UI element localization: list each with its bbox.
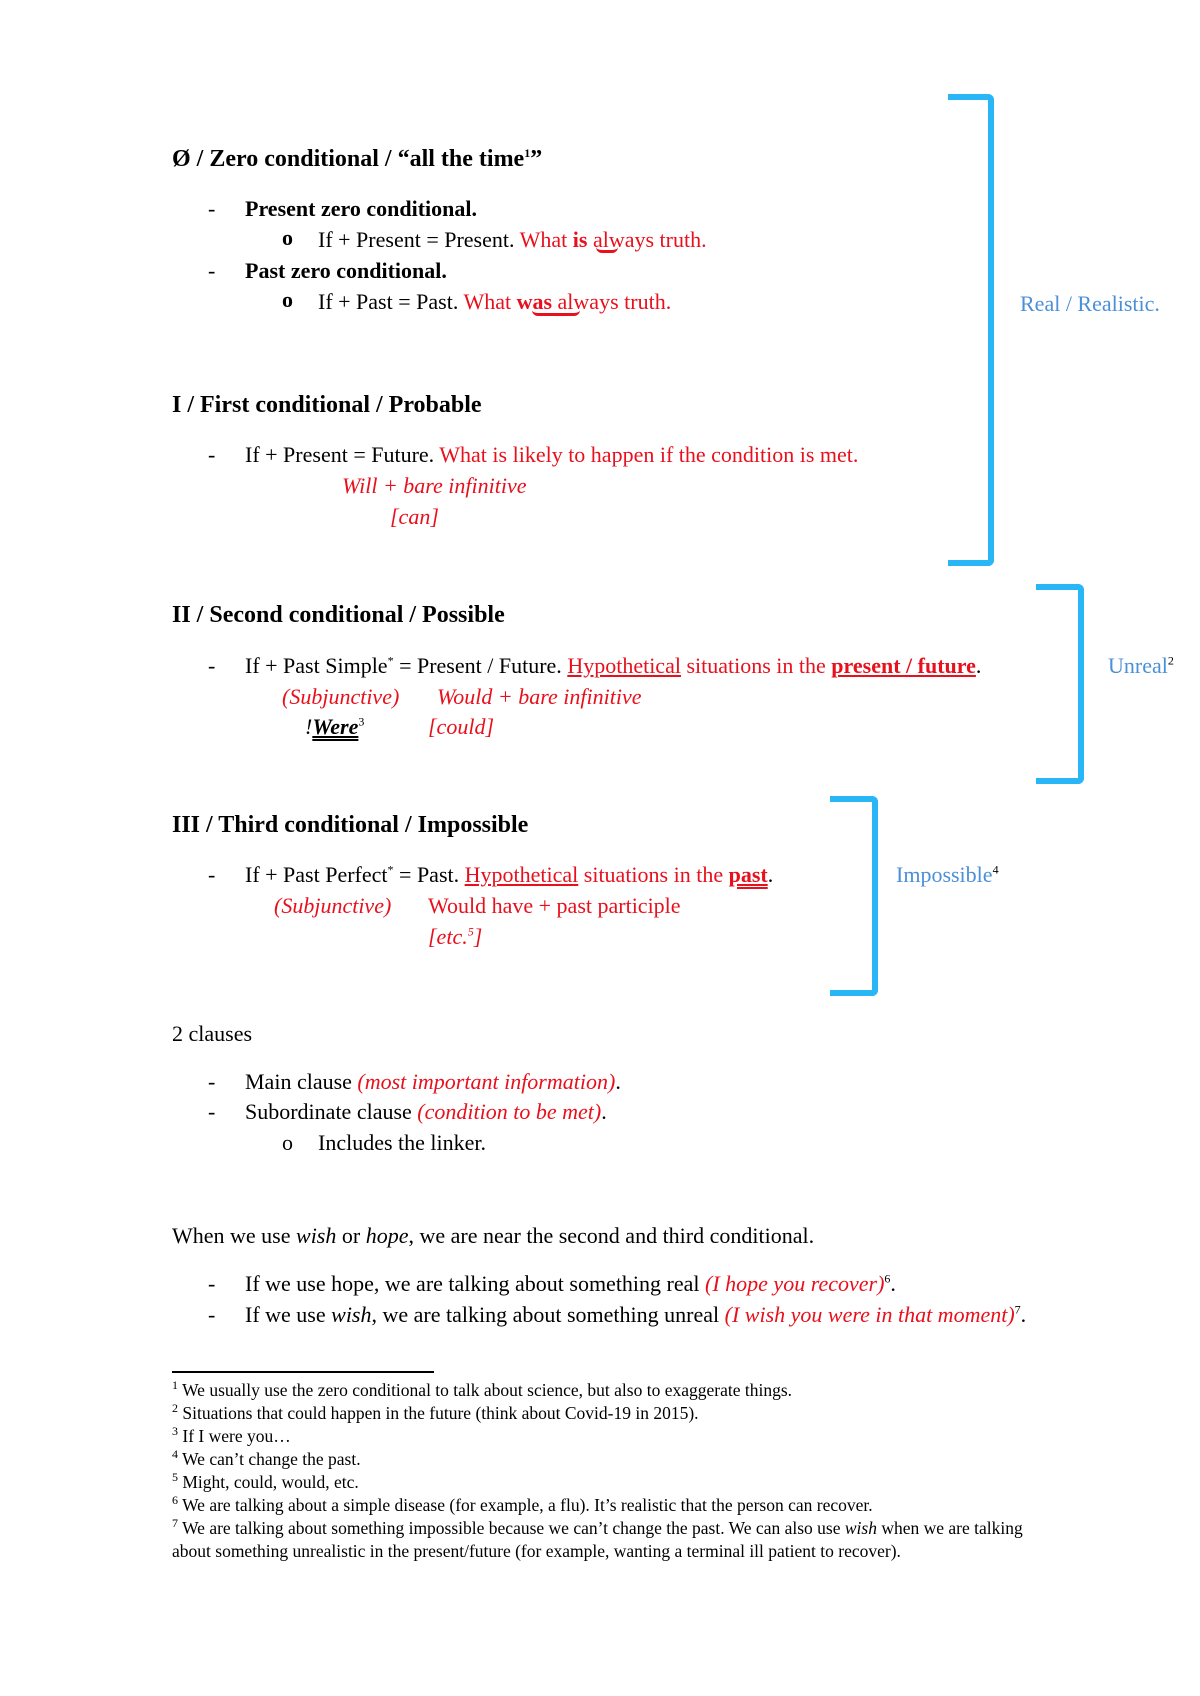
intro-or: or xyxy=(341,1223,361,1248)
were-emphasis: Were xyxy=(312,714,359,739)
rule-note: always truth. xyxy=(592,227,707,252)
period: . xyxy=(1020,1302,1027,1327)
zero-present-rule xyxy=(318,227,707,253)
rule-note: What is likely to happen if the condition is met. xyxy=(439,442,859,467)
asterisk-mark: * xyxy=(387,862,394,877)
dash-bullet: - xyxy=(208,1302,216,1327)
rule-text: If + Past Perfect xyxy=(245,862,388,887)
subordinate-clause-item xyxy=(245,1099,607,1125)
dash-bullet: - xyxy=(208,1069,216,1094)
period: . xyxy=(601,1099,607,1124)
second-note-subjunctive: (Subjunctive) xyxy=(282,684,400,709)
footnote-wish: wish xyxy=(844,1518,877,1538)
dash-bullet: - xyxy=(208,442,216,467)
footnote-6 xyxy=(172,1495,873,1516)
period: . xyxy=(767,862,774,887)
footnote-ref: 6 xyxy=(884,1271,891,1286)
intro-hope: hope xyxy=(365,1223,409,1248)
first-rule xyxy=(245,442,858,468)
clause-label: Subordinate clause xyxy=(245,1099,412,1124)
dash-bullet: - xyxy=(208,196,216,221)
label-text: Unreal xyxy=(1108,653,1168,678)
item-wish: wish xyxy=(331,1302,372,1327)
footnote-ref: 5 xyxy=(467,924,474,939)
footnote-text: We can’t change the past. xyxy=(182,1449,361,1469)
circle-bullet-icon: o xyxy=(282,287,293,312)
hollow-bullet-icon: o xyxy=(282,1130,293,1155)
rule-note-underlined: Hypothetical xyxy=(464,862,579,887)
footnote-7 xyxy=(172,1518,1023,1539)
heading-zero-conditional xyxy=(172,146,542,173)
etc-close: ] xyxy=(473,924,483,949)
footnote-text: Might, could, would, etc. xyxy=(182,1472,359,1492)
etc-text: [etc. xyxy=(428,924,468,949)
first-note-can: [can] xyxy=(390,504,439,529)
footnote-text: when we are talking xyxy=(881,1518,1023,1538)
dash-bullet: - xyxy=(208,653,216,678)
heading-text: Ø / Zero conditional / “all the time xyxy=(172,146,525,172)
footnote-text: Situations that could happen in the future (think about Covid-19 in 2015). xyxy=(182,1403,699,1423)
second-note-were xyxy=(305,714,364,740)
footnote-number: 6 xyxy=(172,1493,178,1508)
clauses-title: 2 clauses xyxy=(172,1021,253,1046)
rule-note: always truth. xyxy=(557,289,672,314)
footnote-2 xyxy=(172,1403,699,1424)
bracket-real xyxy=(948,94,994,566)
example-text: (I wish you were in that moment) xyxy=(724,1302,1015,1327)
label-impossible xyxy=(896,862,999,888)
footnote-7-line2: about something unrealistic in the present/future (for example, wanting a terminal ill patient to recover). xyxy=(172,1541,901,1561)
footnote-number: 4 xyxy=(172,1447,178,1462)
bracket-unreal xyxy=(1036,584,1084,784)
period: . xyxy=(975,653,982,678)
zero-past-rule xyxy=(318,289,671,315)
footnote-5 xyxy=(172,1472,359,1493)
third-note-would-have: Would have + past participle xyxy=(428,893,681,918)
period: . xyxy=(890,1271,896,1296)
footnote-number: 2 xyxy=(172,1401,178,1416)
squiggle-mark xyxy=(596,246,618,253)
first-note-will: Will + bare infinitive xyxy=(342,473,527,498)
clause-note: (most important information) xyxy=(357,1069,616,1094)
third-note-etc xyxy=(428,924,482,950)
rule-text: = Past. xyxy=(399,862,460,887)
intro-wish: wish xyxy=(296,1223,337,1248)
rule-note: What xyxy=(463,289,512,314)
footnote-text: We are talking about a simple disease (for example, a flu). It’s realistic that the person can recover. xyxy=(182,1495,873,1515)
second-rule xyxy=(245,653,981,679)
clause-label: Main clause xyxy=(245,1069,352,1094)
footnote-number: 3 xyxy=(172,1424,178,1439)
label-unreal xyxy=(1108,653,1174,679)
label-real: Real / Realistic. xyxy=(1020,291,1160,316)
footnote-text: If I were you… xyxy=(182,1426,291,1446)
rule-text: If + Present = Present. xyxy=(318,227,515,252)
rule-note: situations in the xyxy=(583,862,724,887)
squiggle-mark xyxy=(532,309,580,316)
zero-item-present: Present zero conditional. xyxy=(245,196,477,221)
heading-first-conditional: I / First conditional / Probable xyxy=(172,392,482,418)
footnote-4 xyxy=(172,1449,361,1470)
heading-second-conditional: II / Second conditional / Possible xyxy=(172,602,505,628)
second-note-would: Would + bare infinitive xyxy=(437,684,642,709)
footnote-text: We usually use the zero conditional to talk about science, but also to exaggerate things. xyxy=(182,1380,792,1400)
footnote-number: 7 xyxy=(172,1516,178,1531)
rule-note-emphasis: present / future xyxy=(831,653,976,678)
zero-item-past: Past zero conditional. xyxy=(245,258,447,283)
wish-item xyxy=(245,1302,1026,1328)
dash-bullet: - xyxy=(208,862,216,887)
third-note-subjunctive: (Subjunctive) xyxy=(274,893,392,918)
item-text: If we use xyxy=(245,1302,326,1327)
hope-item xyxy=(245,1271,896,1297)
footnote-text: We are talking about something impossible because we can’t change the past. We can also use xyxy=(182,1518,841,1538)
item-text: , we are talking about something unreal xyxy=(371,1302,720,1327)
rule-note-emphasis: past xyxy=(728,862,768,887)
footnote-separator xyxy=(172,1371,434,1373)
period: . xyxy=(615,1069,621,1094)
main-clause-item xyxy=(245,1069,621,1095)
rule-note: What xyxy=(519,227,568,252)
second-note-could: [could] xyxy=(428,714,494,739)
footnote-number: 1 xyxy=(172,1378,178,1393)
rule-note: situations in the xyxy=(686,653,826,678)
intro-text: , we are near the second and third conditional. xyxy=(408,1223,815,1248)
linker-note: Includes the linker. xyxy=(318,1130,487,1155)
rule-text: If + Past Simple xyxy=(245,653,388,678)
wish-hope-intro xyxy=(172,1223,814,1249)
dash-bullet: - xyxy=(208,1099,216,1124)
heading-close-quote: ” xyxy=(530,146,543,172)
third-rule xyxy=(245,862,773,888)
footnote-1 xyxy=(172,1380,792,1401)
footnote-3 xyxy=(172,1426,291,1447)
heading-third-conditional: III / Third conditional / Impossible xyxy=(172,812,529,838)
exclamation-mark: ! xyxy=(305,714,313,739)
bracket-impossible xyxy=(830,796,878,996)
circle-bullet-icon: o xyxy=(282,225,293,250)
footnote-ref: 2 xyxy=(1167,653,1174,668)
footnote-ref: 3 xyxy=(358,714,365,729)
dash-bullet: - xyxy=(208,1271,216,1296)
rule-text: If + Present = Future. xyxy=(245,442,435,467)
dash-bullet: - xyxy=(208,258,216,283)
rule-note-emphasis: is xyxy=(572,227,588,252)
intro-text: When we use xyxy=(172,1223,291,1248)
footnote-ref: 7 xyxy=(1014,1302,1021,1317)
clause-note: (condition to be met) xyxy=(417,1099,602,1124)
item-text: If we use hope, we are talking about something real xyxy=(245,1271,700,1296)
footnote-ref: 4 xyxy=(992,862,999,877)
asterisk-mark: * xyxy=(387,653,394,668)
rule-text: = Present / Future. xyxy=(399,653,562,678)
footnote-ref: 1 xyxy=(524,146,531,160)
rule-note-underlined: Hypothetical xyxy=(567,653,681,678)
rule-text: If + Past = Past. xyxy=(318,289,459,314)
example-text: (I hope you recover) xyxy=(705,1271,885,1296)
rule-note-emphasis: was xyxy=(516,289,553,314)
footnote-number: 5 xyxy=(172,1470,178,1485)
label-text: Impossible xyxy=(896,862,993,887)
